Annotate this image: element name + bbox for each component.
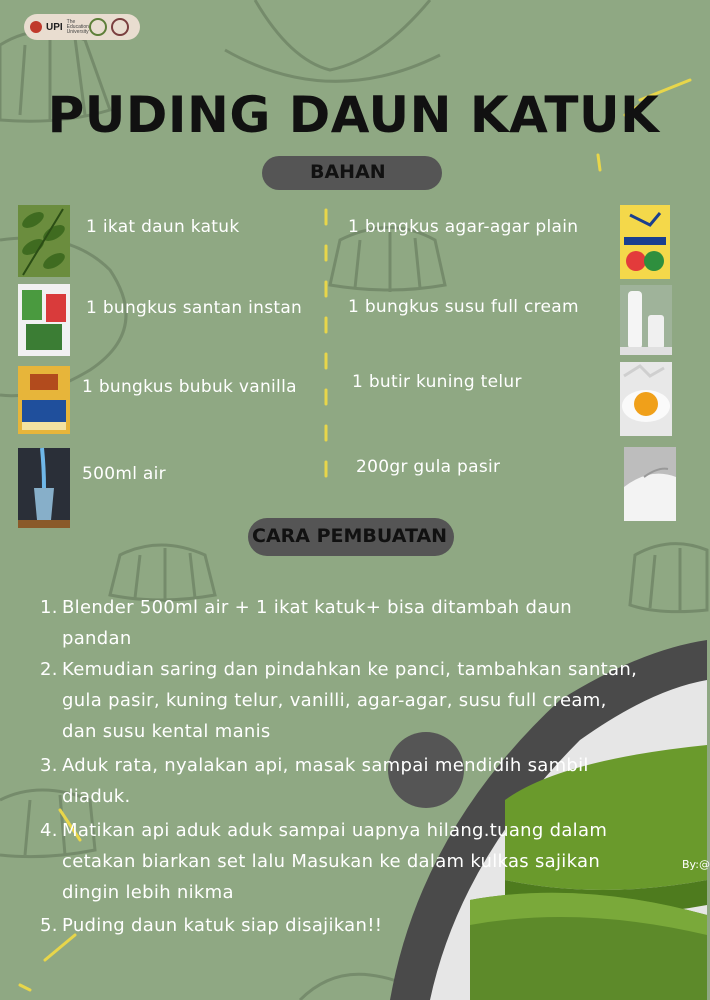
egg-yolk-icon xyxy=(620,362,672,436)
milk-bottle-icon xyxy=(620,285,672,355)
header-logos xyxy=(24,14,140,40)
program-seal-icon xyxy=(111,18,129,36)
campus-seal-icon xyxy=(89,18,107,36)
santan-pack-icon xyxy=(18,284,70,356)
logo-text: UPI xyxy=(46,21,63,33)
vanilla-pack-icon xyxy=(18,366,70,434)
upi-logo-icon xyxy=(30,21,42,33)
logo-subtext: The Education University xyxy=(66,18,89,35)
step-4: 4. Matikan api aduk aduk sampai uapnya hilang.tuang dalam cetakan biarkan set lalu Masukan ke dalam kulkas sajikan dingin lebih nikma xyxy=(40,820,608,903)
bahan-heading: BAHAN xyxy=(310,161,386,183)
ingredient-left-4: 500ml air xyxy=(82,464,166,484)
cara-heading: CARA PEMBUATAN xyxy=(252,525,448,547)
step-1: 1. Blender 500ml air + 1 ikat katuk+ bisa ditambah daun pandan xyxy=(40,597,573,649)
ingredient-left-3: 1 bungkus bubuk vanilla xyxy=(82,377,297,397)
step-2: 2. Kemudian saring dan pindahkan ke panci, tambahkan santan, gula pasir, kuning telur, vanilli, agar-agar, susu full cream, dan susu kental manis xyxy=(40,659,638,742)
katuk-leaf-icon xyxy=(18,205,70,277)
ingredient-right-2: 1 bungkus susu full cream xyxy=(348,297,579,317)
ingredient-right-3: 1 butir kuning telur xyxy=(352,372,522,392)
sugar-icon xyxy=(624,447,676,521)
water-glass-icon xyxy=(18,448,70,528)
step-5: 5. Puding daun katuk siap disajikan!! xyxy=(40,915,383,936)
ingredient-right-1: 1 bungkus agar-agar plain xyxy=(348,217,579,237)
ingredient-left-1: 1 ikat daun katuk xyxy=(86,217,240,237)
page-title: PUDING DAUN KATUK xyxy=(47,86,660,144)
agar-pack-icon xyxy=(620,205,670,279)
step-3: 3. Aduk rata, nyalakan api, masak sampai mendidih sambil diaduk. xyxy=(40,755,589,807)
byline: By:@ xyxy=(682,858,710,871)
ingredient-left-2: 1 bungkus santan instan xyxy=(86,298,303,318)
ingredient-right-4: 200gr gula pasir xyxy=(356,457,501,477)
